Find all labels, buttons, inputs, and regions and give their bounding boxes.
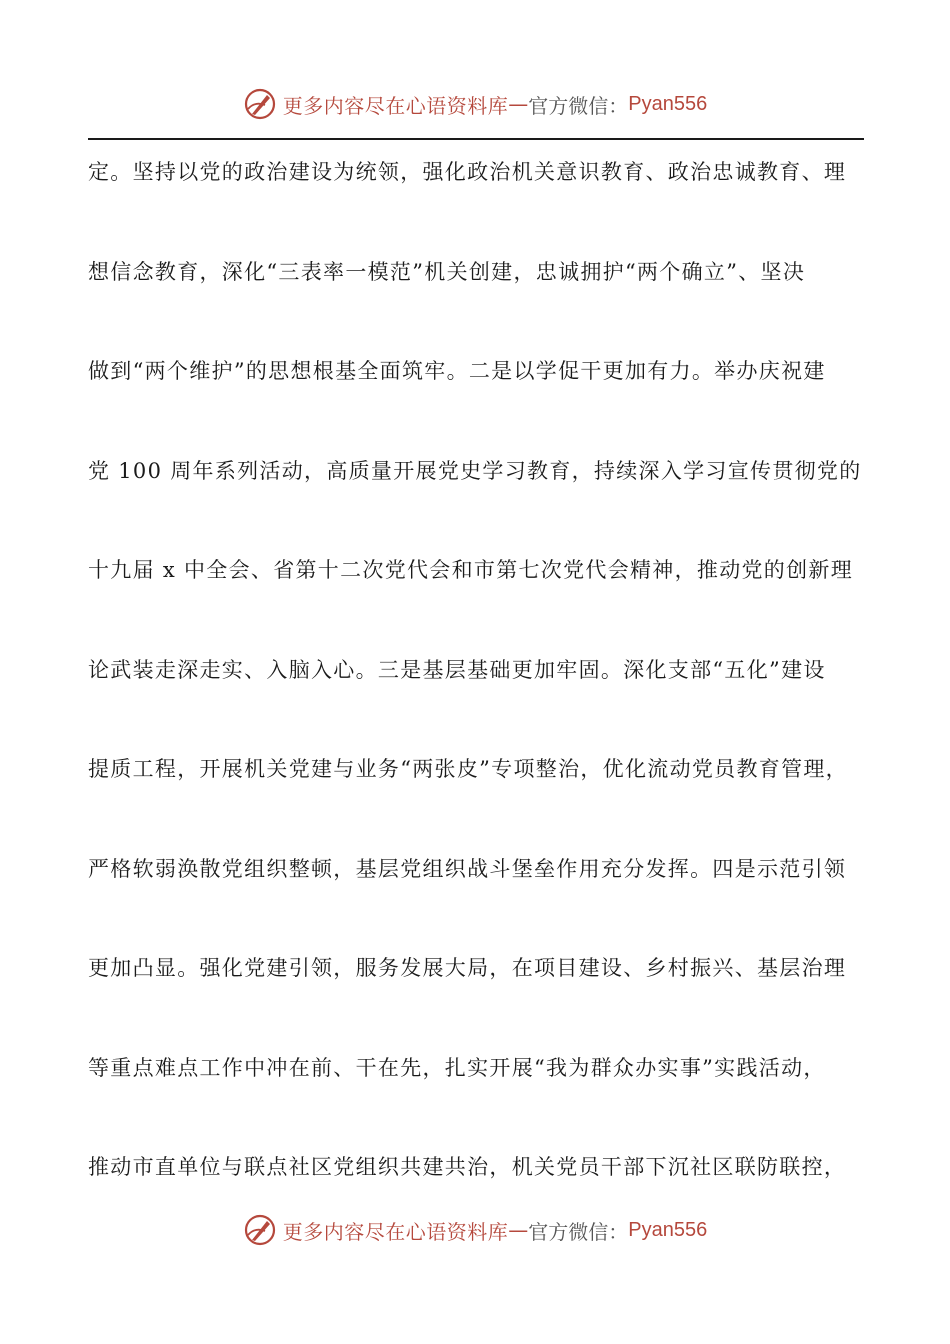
document-body [88, 148, 864, 1243]
body-line: 定。坚持以党的政治建设为统领，强化政治机关意识教育、政治忠诚教育、理 [88, 160, 847, 184]
body-line: 更加凸显。强化党建引领，服务发展大局，在项目建设、乡村振兴、基层治理 [88, 956, 847, 980]
body-line: 提质工程，开展机关党建与业务“两张皮”专项整治，优化流动党员教育管理， [88, 757, 848, 781]
header-dash: — [508, 92, 529, 116]
body-line: 推动市直单位与联点社区党组织共建共治，机关党员干部下沉社区联防联控， [88, 1155, 847, 1179]
body-line: 党 100 周年系列活动，高质量开展党史学习教育，持续深入学习宣传贯彻党的 [88, 458, 862, 483]
body-line: 论武装走深走实、入脑入心。三是基层基础更加牢固。深化支部“五化”建设 [88, 657, 826, 682]
body-line: 严格软弱涣散党组织整顿，基层党组织战斗堡垒作用充分发挥。四是示范引领 [88, 856, 847, 881]
body-line: 做到“两个维护”的思想根基全面筑牢。二是以学促干更加有力。举办庆祝建 [88, 359, 826, 383]
footer-brand-text: 更多内容尽在心语资料库 [282, 1219, 509, 1244]
body-line: 想信念教育，深化“三表率一模范”机关创建，忠诚拥护“两个确立”、坚决 [88, 259, 806, 284]
footer-contact-label: 官方微信： [528, 1219, 629, 1244]
header-brand-text: 更多内容尽在心语资料库 [282, 93, 509, 118]
header-rule [88, 138, 864, 140]
footer-dash: — [508, 1218, 529, 1242]
footer-banner [0, 1210, 950, 1250]
quill-pen-logo-icon [243, 87, 277, 121]
quill-pen-logo-icon [243, 1213, 277, 1247]
header-contact-id: Pyan556 [628, 92, 708, 115]
body-line: 等重点难点工作中冲在前、干在先，扎实开展“我为群众办实事”实践活动， [88, 1055, 826, 1080]
header-banner [0, 84, 950, 124]
footer-contact-id: Pyan556 [628, 1218, 708, 1241]
header-contact-label: 官方微信： [528, 93, 629, 118]
body-line: 十九届 x 中全会、省第十二次党代会和市第七次党代会精神，推动党的创新理 [88, 558, 853, 582]
